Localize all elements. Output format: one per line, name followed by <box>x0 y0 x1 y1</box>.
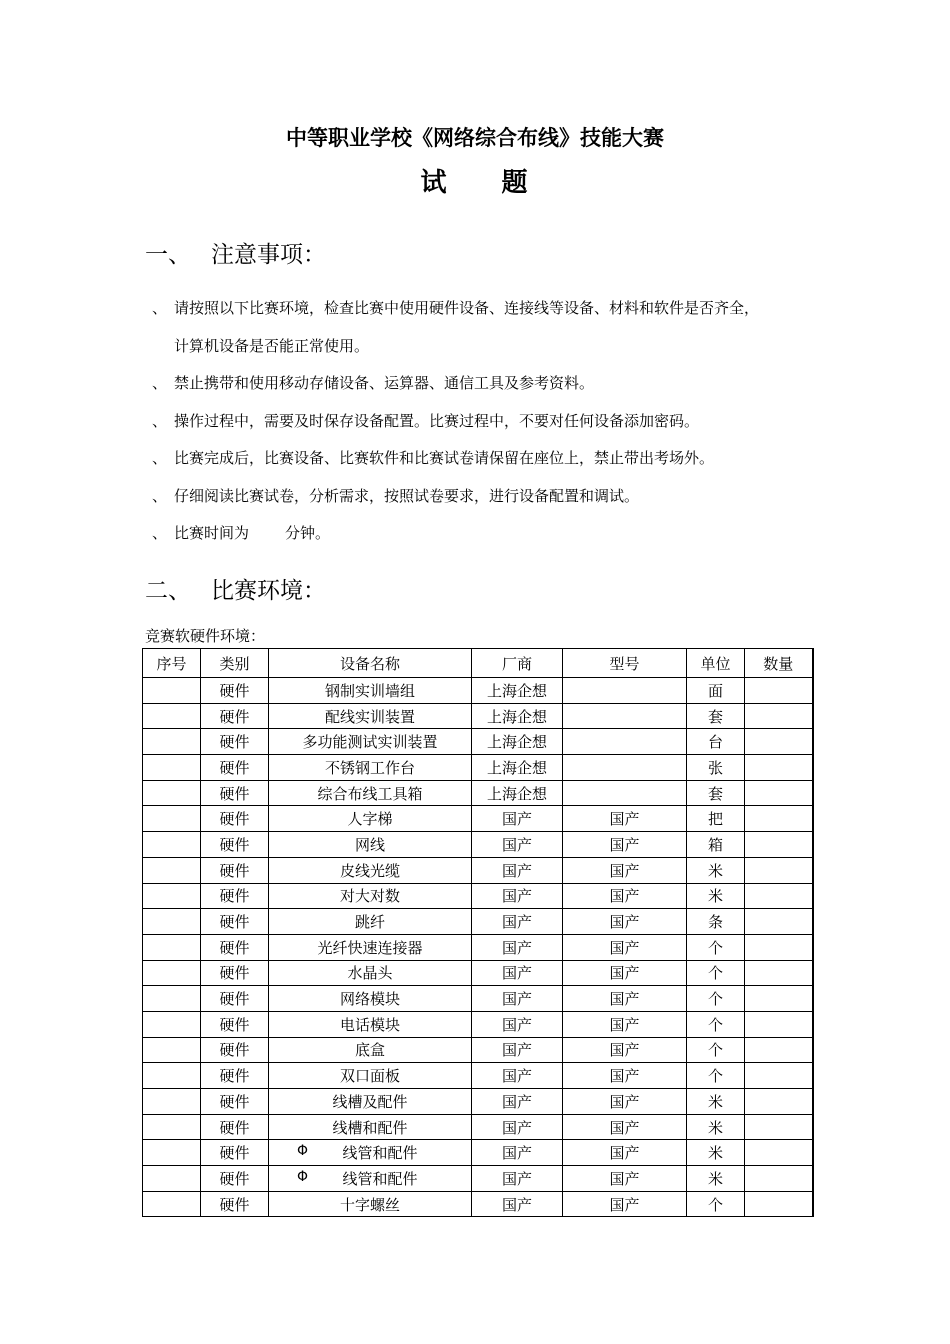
table-header-row <box>143 649 813 678</box>
cell-maker: 国产 <box>472 1140 563 1166</box>
cell-seq <box>143 703 201 729</box>
device-name-text: 人字梯 <box>347 810 393 829</box>
cell-seq <box>143 755 201 781</box>
cell-category: 硬件 <box>201 986 269 1012</box>
cell-maker: 国产 <box>472 883 563 909</box>
cell-maker: 国产 <box>472 857 563 883</box>
cell-unit: 个 <box>687 1011 745 1037</box>
cell-model <box>563 703 687 729</box>
header-model: 型号 <box>563 649 687 678</box>
table-row <box>143 857 813 883</box>
table-row <box>143 1063 813 1089</box>
table-row <box>143 960 813 986</box>
section-heading-notes <box>145 236 326 269</box>
cell-category: 硬件 <box>201 678 269 704</box>
cell-quantity <box>745 1166 813 1192</box>
cell-seq <box>143 883 201 909</box>
table-row <box>143 1089 813 1115</box>
cell-maker: 国产 <box>472 1063 563 1089</box>
cell-quantity <box>745 1089 813 1115</box>
cell-category: 硬件 <box>201 1011 269 1037</box>
device-name-text: 对大对数 <box>339 887 400 906</box>
header-maker: 厂商 <box>472 649 563 678</box>
cell-model: 国产 <box>563 934 687 960</box>
cell-seq <box>143 986 201 1012</box>
cell-seq <box>143 1166 201 1192</box>
cell-category: 硬件 <box>201 1037 269 1063</box>
note-text: 禁止携带和使用移动存储设备、运算器、通信工具及参考资料。 <box>174 374 595 392</box>
cell-unit: 米 <box>687 1166 745 1192</box>
cell-category: 硬件 <box>201 1114 269 1140</box>
cell-unit: 个 <box>687 1063 745 1089</box>
cell-unit: 个 <box>687 934 745 960</box>
note-mark: 、 <box>152 486 168 505</box>
cell-device-name <box>269 857 472 883</box>
cell-device-name <box>269 934 472 960</box>
cell-quantity <box>745 678 813 704</box>
cell-seq <box>143 780 201 806</box>
cell-category: 硬件 <box>201 960 269 986</box>
device-name-text: 线槽及配件 <box>332 1092 408 1111</box>
cell-quantity <box>745 986 813 1012</box>
cell-model: 国产 <box>563 960 687 986</box>
note-mark: 、 <box>152 449 168 467</box>
cell-quantity <box>745 729 813 755</box>
cell-unit: 套 <box>687 780 745 806</box>
cell-maker: 国产 <box>472 960 563 986</box>
cell-unit: 米 <box>687 883 745 909</box>
equipment-table <box>142 648 814 1217</box>
cell-model: 国产 <box>563 1063 687 1089</box>
cell-category: 硬件 <box>201 729 269 755</box>
cell-maker: 上海企想 <box>472 678 563 704</box>
device-name-text: 线管和配件 <box>342 1144 418 1163</box>
cell-model: 国产 <box>563 1191 687 1217</box>
note-text: 比赛完成后，比赛设备、比赛软件和比赛试卷请保留在座位上，禁止带出考场外。 <box>174 449 715 467</box>
cell-maker: 国产 <box>472 832 563 858</box>
cell-category: 硬件 <box>201 1089 269 1115</box>
cell-unit: 套 <box>687 703 745 729</box>
cell-quantity <box>745 934 813 960</box>
cell-unit: 米 <box>687 1114 745 1140</box>
note-mark: 、 <box>152 524 168 542</box>
table-row <box>143 832 813 858</box>
cell-unit: 把 <box>687 806 745 832</box>
cell-maker: 国产 <box>472 1166 563 1192</box>
cell-device-name <box>269 755 472 781</box>
cell-quantity <box>745 806 813 832</box>
cell-unit: 米 <box>687 1089 745 1115</box>
cell-seq <box>143 678 201 704</box>
cell-category: 硬件 <box>201 909 269 935</box>
cell-device-name <box>269 1166 472 1192</box>
cell-category: 硬件 <box>201 755 269 781</box>
note-text <box>174 521 330 545</box>
cell-unit: 个 <box>687 960 745 986</box>
note-mark: 、 <box>152 299 168 317</box>
cell-seq <box>143 1063 201 1089</box>
table-row <box>143 986 813 1012</box>
cell-quantity <box>745 909 813 935</box>
cell-unit: 台 <box>687 729 745 755</box>
cell-device-name <box>269 1063 472 1089</box>
cell-unit: 面 <box>687 678 745 704</box>
cell-quantity <box>745 1011 813 1037</box>
cell-model: 国产 <box>563 909 687 935</box>
cell-quantity <box>745 755 813 781</box>
device-name-text: 钢制实训墙组 <box>324 681 415 700</box>
cell-device-name <box>269 703 472 729</box>
cell-seq <box>143 1089 201 1115</box>
cell-quantity <box>745 857 813 883</box>
cell-category: 硬件 <box>201 1063 269 1089</box>
table-row <box>143 883 813 909</box>
cell-quantity <box>745 1140 813 1166</box>
header-unit: 单位 <box>687 649 745 678</box>
device-name-text: 综合布线工具箱 <box>317 784 423 803</box>
cell-device-name <box>269 986 472 1012</box>
header-seq: 序号 <box>143 649 201 678</box>
section-title: 比赛环境： <box>211 578 326 604</box>
device-name-text: 不锈钢工作台 <box>324 758 415 777</box>
cell-unit: 个 <box>687 1037 745 1063</box>
cell-model: 国产 <box>563 857 687 883</box>
table-row <box>143 1011 813 1037</box>
cell-model: 国产 <box>563 1140 687 1166</box>
cell-maker: 国产 <box>472 1037 563 1063</box>
table-row <box>143 1140 813 1166</box>
cell-unit: 个 <box>687 986 745 1012</box>
device-name-text: 配线实训装置 <box>324 707 415 726</box>
table-row <box>143 703 813 729</box>
cell-maker: 上海企想 <box>472 780 563 806</box>
device-name-text: 十字螺丝 <box>339 1195 400 1214</box>
cell-device-name <box>269 1114 472 1140</box>
cell-model <box>563 780 687 806</box>
cell-device-name <box>269 1140 472 1166</box>
cell-model: 国产 <box>563 986 687 1012</box>
cell-unit: 箱 <box>687 832 745 858</box>
note-mark: 、 <box>152 374 168 392</box>
note-text: 仔细阅读比赛试卷，分析需求，按照试卷要求，进行设备配置和调试。 <box>174 486 640 505</box>
table-row <box>143 678 813 704</box>
device-name-text: 双口面板 <box>339 1067 400 1086</box>
note-text: 操作过程中，需要及时保存设备配置。比赛过程中，不要对任何设备添加密码。 <box>174 411 700 430</box>
time-suffix: 分钟。 <box>285 524 331 542</box>
time-prefix: 比赛时间为 <box>174 524 250 542</box>
cell-maker: 国产 <box>472 909 563 935</box>
cell-seq <box>143 934 201 960</box>
cell-maker: 国产 <box>472 934 563 960</box>
document-subtitle <box>0 162 950 199</box>
table-row <box>143 909 813 935</box>
cell-seq <box>143 1140 201 1166</box>
cell-device-name <box>269 909 472 935</box>
cell-category: 硬件 <box>201 857 269 883</box>
phi-symbol: Φ <box>297 1143 309 1160</box>
cell-model: 国产 <box>563 806 687 832</box>
cell-quantity <box>745 1114 813 1140</box>
section-heading-environment <box>145 572 326 605</box>
cell-model: 国产 <box>563 1011 687 1037</box>
table-row <box>143 1114 813 1140</box>
cell-device-name <box>269 960 472 986</box>
cell-seq <box>143 1011 201 1037</box>
device-name-text: 网线 <box>354 835 385 854</box>
cell-maker: 国产 <box>472 986 563 1012</box>
cell-maker: 国产 <box>472 1191 563 1217</box>
subtitle-char-2: 题 <box>501 168 530 198</box>
cell-model <box>563 678 687 704</box>
cell-seq <box>143 1114 201 1140</box>
device-name-text: 电话模块 <box>339 1015 400 1034</box>
cell-seq <box>143 729 201 755</box>
subtitle-char-1: 试 <box>420 168 449 198</box>
cell-seq <box>143 806 201 832</box>
cell-maker: 国产 <box>472 806 563 832</box>
cell-unit: 个 <box>687 1191 745 1217</box>
cell-device-name <box>269 1089 472 1115</box>
section-number: 一、 <box>145 242 191 268</box>
cell-device-name <box>269 832 472 858</box>
cell-maker: 上海企想 <box>472 703 563 729</box>
cell-unit: 张 <box>687 755 745 781</box>
cell-category: 硬件 <box>201 703 269 729</box>
device-name-text: 多功能测试实训装置 <box>302 733 438 752</box>
cell-seq <box>143 1191 201 1217</box>
cell-category: 硬件 <box>201 934 269 960</box>
cell-model <box>563 755 687 781</box>
table-row <box>143 755 813 781</box>
device-name-text: 线槽和配件 <box>332 1118 408 1137</box>
cell-quantity <box>745 703 813 729</box>
table-row <box>143 1166 813 1192</box>
note-mark: 、 <box>152 411 168 430</box>
phi-symbol: Φ <box>297 1169 309 1186</box>
cell-model: 国产 <box>563 883 687 909</box>
note-text: 请按照以下比赛环境，检查比赛中使用硬件设备、连接线等设备、材料和软件是否齐全， <box>174 299 760 317</box>
cell-seq <box>143 857 201 883</box>
cell-device-name <box>269 1191 472 1217</box>
cell-seq <box>143 1037 201 1063</box>
section-title: 注意事项： <box>211 242 326 268</box>
cell-device-name <box>269 1037 472 1063</box>
device-name-text: 皮线光缆 <box>339 861 400 880</box>
device-name-text: 网络模块 <box>339 990 400 1009</box>
cell-device-name <box>269 1011 472 1037</box>
device-name-text: 线管和配件 <box>342 1169 418 1188</box>
table-row <box>143 1191 813 1217</box>
cell-unit: 米 <box>687 1140 745 1166</box>
cell-quantity <box>745 960 813 986</box>
cell-category: 硬件 <box>201 832 269 858</box>
cell-category: 硬件 <box>201 780 269 806</box>
table-row <box>143 934 813 960</box>
header-quantity: 数量 <box>745 649 813 678</box>
cell-unit: 米 <box>687 857 745 883</box>
cell-device-name <box>269 780 472 806</box>
cell-seq <box>143 960 201 986</box>
cell-seq <box>143 909 201 935</box>
cell-model: 国产 <box>563 1037 687 1063</box>
cell-quantity <box>745 1037 813 1063</box>
cell-quantity <box>745 883 813 909</box>
cell-maker: 国产 <box>472 1089 563 1115</box>
table-row <box>143 1037 813 1063</box>
table-row <box>143 806 813 832</box>
table-row <box>143 729 813 755</box>
device-name-text: 底盒 <box>354 1041 385 1060</box>
cell-device-name <box>269 729 472 755</box>
cell-quantity <box>745 1191 813 1217</box>
cell-model: 国产 <box>563 1089 687 1115</box>
table-row <box>143 780 813 806</box>
device-name-text: 光纤快速连接器 <box>317 938 423 957</box>
cell-quantity <box>745 780 813 806</box>
device-name-text: 跳纤 <box>354 913 385 932</box>
cell-model: 国产 <box>563 1166 687 1192</box>
cell-maker: 上海企想 <box>472 755 563 781</box>
cell-model: 国产 <box>563 832 687 858</box>
header-category: 类别 <box>201 649 269 678</box>
cell-category: 硬件 <box>201 883 269 909</box>
cell-maker: 上海企想 <box>472 729 563 755</box>
cell-quantity <box>745 832 813 858</box>
cell-quantity <box>745 1063 813 1089</box>
cell-seq <box>143 832 201 858</box>
cell-device-name <box>269 883 472 909</box>
header-device-name: 设备名称 <box>269 649 472 678</box>
device-name-text: 水晶头 <box>347 964 393 983</box>
cell-category: 硬件 <box>201 1140 269 1166</box>
table-caption: 竞赛软硬件环境： <box>145 627 266 645</box>
cell-category: 硬件 <box>201 1166 269 1192</box>
cell-unit: 条 <box>687 909 745 935</box>
cell-device-name <box>269 806 472 832</box>
cell-model: 国产 <box>563 1114 687 1140</box>
note-text: 计算机设备是否能正常使用。 <box>174 336 370 355</box>
cell-device-name <box>269 678 472 704</box>
cell-model <box>563 729 687 755</box>
cell-category: 硬件 <box>201 1191 269 1217</box>
cell-maker: 国产 <box>472 1011 563 1037</box>
document-title: 中等职业学校《网络综合布线》技能大赛 <box>286 125 664 150</box>
cell-category: 硬件 <box>201 806 269 832</box>
cell-maker: 国产 <box>472 1114 563 1140</box>
section-number: 二、 <box>145 578 191 604</box>
